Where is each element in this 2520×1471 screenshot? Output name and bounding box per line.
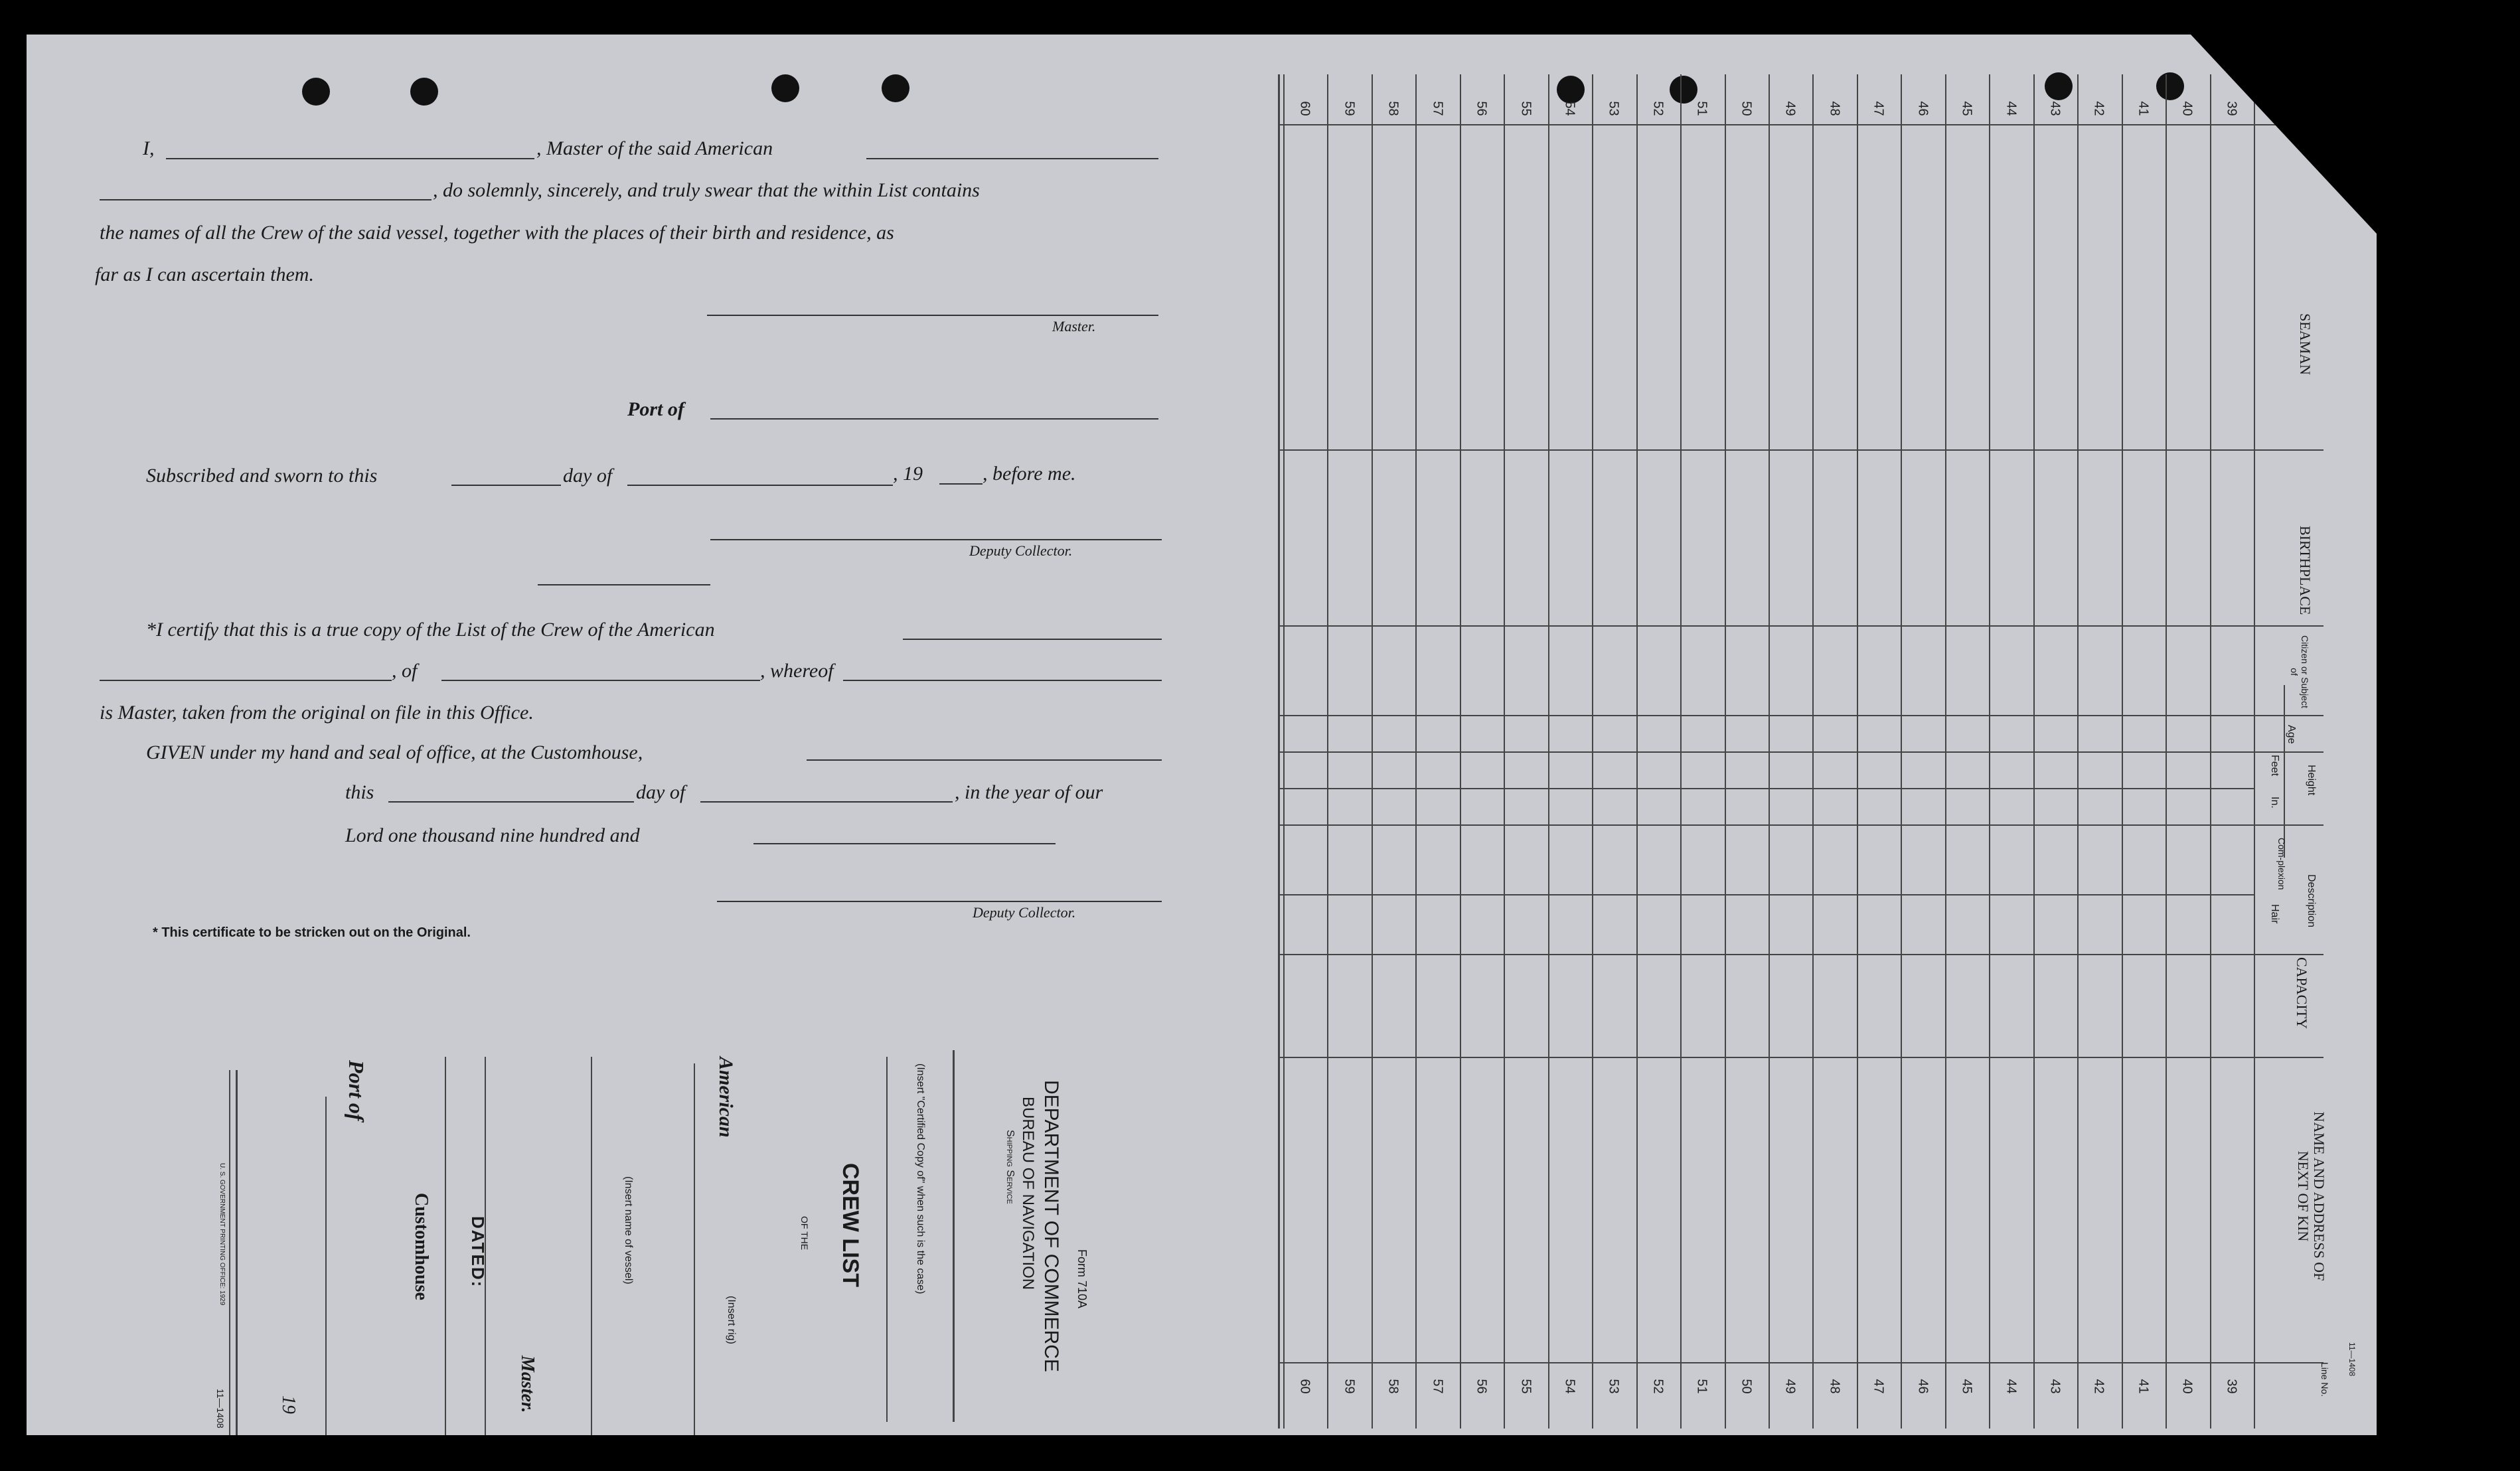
punch-hole: [2045, 72, 2073, 100]
row-number-bottom: 58: [1385, 1379, 1401, 1394]
row-number-top: 50: [1739, 101, 1754, 116]
header-complexion: Com-plexion: [2276, 838, 2287, 890]
port-line[interactable]: [325, 1097, 327, 1435]
table-row-divider: [2033, 74, 2035, 1429]
oath-i: I,: [143, 137, 155, 159]
certify-port-field[interactable]: [441, 680, 760, 681]
row-number-top: 42: [2092, 101, 2107, 116]
header-citizen: Citizen or Subject of: [2289, 635, 2310, 708]
torn-corner: [2191, 35, 2377, 234]
sworn-day-field[interactable]: [451, 485, 561, 486]
table-row-divider: [1857, 74, 1858, 1429]
row-number-top: 44: [2004, 101, 2019, 116]
master-signature-field[interactable]: [707, 315, 1158, 316]
row-number-top: 54: [1562, 101, 1577, 116]
table-row-divider: [1372, 74, 1373, 1429]
cover-port-of: Port of: [345, 1060, 368, 1121]
punch-hole: [410, 78, 438, 106]
row-number-bottom: 57: [1430, 1379, 1445, 1394]
table-row-divider: [1725, 74, 1726, 1429]
cover-of-the: OF THE: [799, 1216, 810, 1251]
sworn-suffix: , before me.: [983, 463, 1076, 485]
cover-bureau: BUREAU OF NAVIGATION: [1019, 1097, 1037, 1290]
port-of-label: Port of: [627, 398, 684, 420]
collector-signature-field[interactable]: [710, 539, 1162, 540]
row-number-bottom: 51: [1694, 1379, 1709, 1394]
table-row-divider: [2122, 74, 2123, 1429]
row-number-top: 43: [2047, 101, 2063, 116]
table-row-divider: [1680, 74, 1682, 1429]
oath-master-of: , Master of the said American: [536, 137, 773, 159]
cover-insert-certified: (Insert "Certified Copy of" when such is the case): [915, 1063, 926, 1294]
vessel-rig-line[interactable]: [694, 1063, 695, 1435]
oath-line4: far as I can ascertain them.: [95, 264, 314, 285]
row-number-top: 39: [2224, 101, 2239, 116]
row-number-top: 58: [1385, 101, 1401, 116]
row-number-top: 47: [1871, 101, 1886, 116]
row-number-top: 59: [1342, 101, 1357, 116]
cover-master: Master.: [517, 1355, 538, 1413]
row-number-top: 40: [2179, 101, 2195, 116]
vessel-name-field[interactable]: [866, 158, 1158, 159]
cover-insert-rig: (Insert rig): [726, 1296, 737, 1344]
row-number-bottom: 49: [1782, 1379, 1798, 1394]
crew-list-page: [27, 35, 2377, 1435]
row-number-bottom: 48: [1827, 1379, 1842, 1394]
row-number-bottom: 47: [1871, 1379, 1886, 1394]
sworn-year: , 19: [893, 463, 923, 485]
cover-year: 19: [278, 1395, 299, 1414]
row-number-bottom: 40: [2179, 1379, 2195, 1394]
certify-month-field[interactable]: [700, 801, 953, 803]
header-feet: Feet: [2269, 755, 2280, 777]
row-number-bottom: 59: [1342, 1379, 1357, 1394]
certify-master-field[interactable]: [843, 680, 1162, 681]
cover-dept: DEPARTMENT OF COMMERCE: [1040, 1080, 1062, 1373]
header-height: Height: [2306, 765, 2317, 796]
header-in: In.: [2269, 797, 2280, 809]
row-number-top: 46: [1915, 101, 1930, 116]
sworn-day-of: day of: [563, 465, 613, 487]
table-form-no: 11—1408: [2347, 1342, 2357, 1377]
sworn-prefix: Subscribed and sworn to this: [146, 465, 378, 487]
header-birthplace: BIRTHPLACE: [2297, 526, 2314, 615]
row-number-bottom: 55: [1518, 1379, 1534, 1394]
punch-hole: [1557, 76, 1585, 104]
certify-day-field[interactable]: [388, 801, 634, 803]
cover-customhouse: Customhouse: [411, 1193, 432, 1300]
row-number-top: 52: [1650, 101, 1666, 116]
table-row-divider: [1812, 74, 1814, 1429]
row-number-bottom: 60: [1297, 1379, 1312, 1394]
header-seaman: SEAMAN: [2297, 313, 2314, 375]
table-row-divider: [2210, 74, 2211, 1429]
table-row-divider: [1901, 74, 1902, 1429]
certify-day-of: day of: [636, 781, 686, 803]
table-row-divider: [1636, 74, 1638, 1429]
punch-hole: [302, 78, 330, 106]
table-row-divider: [1989, 74, 1990, 1429]
master-name-field[interactable]: [166, 158, 534, 159]
cover-american: American: [715, 1057, 737, 1138]
table-row-divider: [2077, 74, 2079, 1429]
row-number-top: 41: [2136, 101, 2151, 116]
table-row-divider: [1769, 74, 1770, 1429]
row-number-top: 55: [1518, 101, 1534, 116]
sworn-month-field[interactable]: [627, 485, 893, 486]
punch-hole: [882, 74, 909, 102]
table-row-divider: [1460, 74, 1461, 1429]
cover-rule: [236, 1070, 238, 1435]
table-rule: [1278, 894, 2254, 895]
cover-form-no: 11—1408: [215, 1389, 226, 1429]
cover-crew-list: CREW LIST: [838, 1163, 863, 1287]
customhouse-field[interactable]: [807, 759, 1162, 761]
header-hair: Hair: [2269, 904, 2280, 924]
row-number-bottom: 43: [2047, 1379, 2063, 1394]
certify-line1: *I certify that this is a true copy of the List of the Crew of the American: [146, 619, 715, 641]
header-next-of-kin: NAME AND ADDRESS OF NEXT OF KIN: [2295, 1111, 2327, 1281]
oath-line3: the names of all the Crew of the said vessel, together with the places of their birth and residence, as: [100, 222, 894, 244]
table-rule: [1278, 124, 2280, 125]
port-field[interactable]: [710, 418, 1158, 420]
divider: [538, 584, 710, 585]
row-number-top: 45: [1959, 101, 1974, 116]
dated-line[interactable]: [445, 1057, 446, 1435]
certify-this: this: [345, 781, 374, 803]
sworn-collector: Deputy Collector.: [969, 542, 1073, 559]
table-rule: [2284, 685, 2285, 858]
header-age: Age: [2286, 725, 2297, 744]
table-rule: [1283, 74, 1285, 1429]
certify-vessel-field[interactable]: [903, 639, 1162, 640]
table-row-divider: [2166, 74, 2167, 1429]
punch-hole: [771, 74, 799, 102]
oath-line2: , do solemnly, sincerely, and truly swear that the within List contains: [433, 179, 980, 201]
certify-rig-field[interactable]: [100, 680, 392, 681]
row-number-bottom: 42: [2092, 1379, 2107, 1394]
vessel-type-field[interactable]: [100, 199, 432, 200]
row-number-bottom: 53: [1607, 1379, 1622, 1394]
cover-form: Form 710A: [1075, 1249, 1089, 1309]
certify-line3: is Master, taken from the original on file in this Office.: [100, 702, 534, 724]
row-number-bottom: 56: [1474, 1379, 1489, 1394]
row-number-bottom: 41: [2136, 1379, 2151, 1394]
row-number-top: 49: [1782, 101, 1798, 116]
row-number-top: 60: [1297, 101, 1312, 116]
master-label: Master.: [1052, 318, 1096, 335]
cover-rule: [229, 1070, 230, 1435]
row-number-bottom: 52: [1650, 1379, 1666, 1394]
table-row-divider: [1327, 74, 1328, 1429]
vessel-name-line[interactable]: [591, 1057, 592, 1435]
footnote: * This certificate to be stricken out on the Original.: [153, 925, 471, 940]
cover-dated: DATED:: [468, 1216, 488, 1288]
row-number-bottom: 44: [2004, 1379, 2019, 1394]
table-row-divider: [1415, 74, 1417, 1429]
table-rule: [2254, 74, 2255, 1429]
cover-rule: [886, 1057, 888, 1422]
header-line-no: Line No.: [2320, 1362, 2330, 1397]
row-number-top: 48: [1827, 101, 1842, 116]
row-number-top: 56: [1474, 101, 1489, 116]
certify-line4: GIVEN under my hand and seal of office, at the Customhouse,: [146, 741, 643, 763]
table-row-divider: [1504, 74, 1505, 1429]
header-description: Description: [2306, 874, 2317, 928]
row-number-top: 51: [1694, 101, 1709, 116]
certify-whereof: , whereof: [760, 660, 834, 682]
row-number-bottom: 45: [1959, 1379, 1974, 1394]
table-rule: [1278, 74, 1280, 1429]
row-number-top: 57: [1430, 101, 1445, 116]
certify-year-of-our: , in the year of our: [955, 781, 1103, 803]
cover-rule: [953, 1050, 955, 1422]
row-number-bottom: 50: [1739, 1379, 1754, 1394]
table-row-divider: [1548, 74, 1549, 1429]
row-number-top: 53: [1607, 101, 1622, 116]
table-row-divider: [1592, 74, 1593, 1429]
cover-printer: U. S. GOVERNMENT PRINTING OFFICE: 1929: [218, 1163, 226, 1306]
row-number-bottom: 46: [1915, 1379, 1930, 1394]
cover-insert-name: (Insert name of vessel): [623, 1176, 634, 1284]
punch-hole: [1670, 76, 1697, 104]
table-row-divider: [1945, 74, 1946, 1429]
row-number-bottom: 39: [2224, 1379, 2239, 1394]
certify-collector-signature-field[interactable]: [717, 901, 1162, 902]
certify-collector: Deputy Collector.: [973, 904, 1076, 921]
cover-service: Shipping Service: [1004, 1130, 1016, 1204]
sworn-year-field[interactable]: [939, 483, 983, 485]
row-number-bottom: 54: [1562, 1379, 1577, 1394]
table-rule: [1278, 788, 2254, 789]
header-capacity: CAPACITY: [2294, 957, 2310, 1029]
certify-of: , of: [392, 660, 418, 682]
punch-hole: [2156, 72, 2184, 100]
certify-year-field[interactable]: [753, 843, 1056, 844]
certify-lord: Lord one thousand nine hundred and: [345, 824, 640, 846]
